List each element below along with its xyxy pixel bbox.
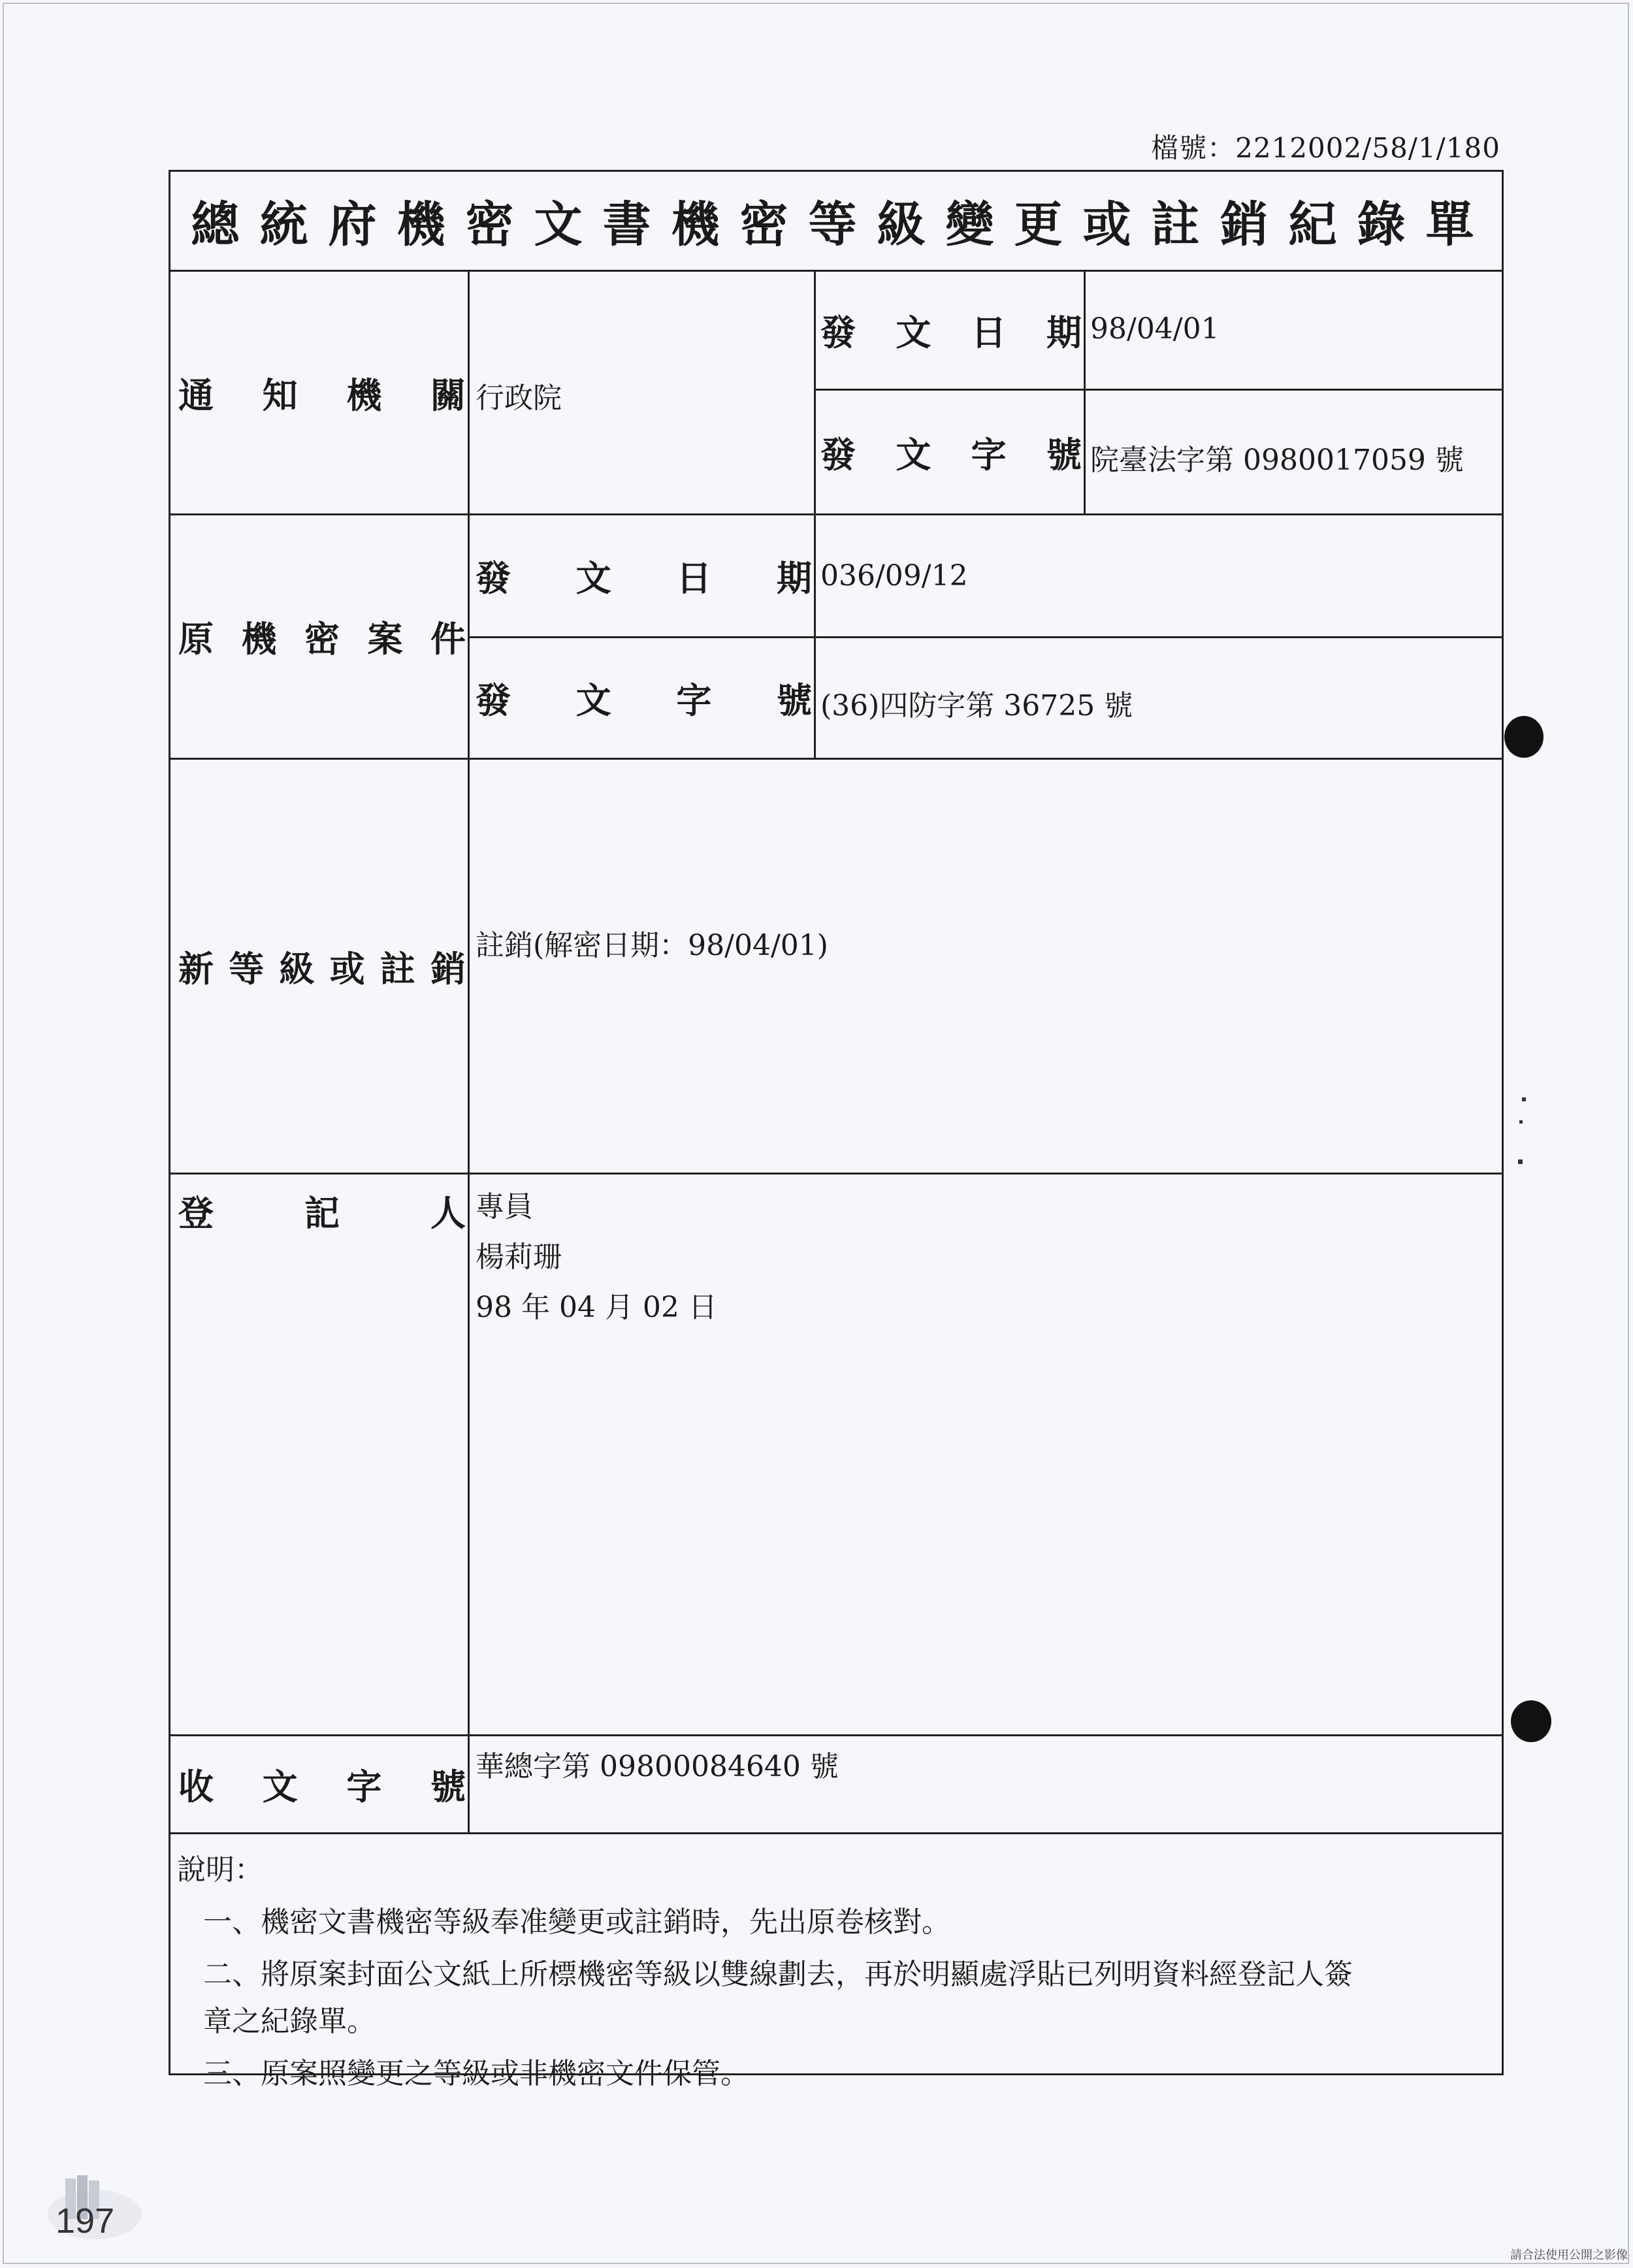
registrar-title: 專員 xyxy=(476,1190,533,1223)
label-original-issue-number: 發 文 字 號 xyxy=(476,679,812,721)
issue-number-value: 院臺法字第 0980017059 號 xyxy=(1090,444,1464,477)
label-registrar: 登 記 人 xyxy=(178,1191,466,1234)
rule xyxy=(170,1832,1502,1834)
speck xyxy=(1522,1097,1526,1101)
note-item: 一、機密文書機密等級奉准變更或註銷時，先出原卷核對。 xyxy=(203,1905,950,1939)
note-item: 二、將原案封面公文紙上所標機密等級以雙線劃去，再於明顯處浮貼已列明資料經登記人簽 xyxy=(203,1958,1353,1991)
archive-stamp-icon xyxy=(46,2149,144,2241)
speck xyxy=(1518,1159,1523,1164)
label-issue-number: 發 文 字 號 xyxy=(820,433,1082,476)
rule xyxy=(814,270,816,758)
registrar-name: 楊莉珊 xyxy=(476,1240,562,1274)
label-issue-date: 發 文 日 期 xyxy=(820,312,1082,353)
label-original-issue-date: 發 文 日 期 xyxy=(476,557,812,599)
note-item: 章之紀錄單。 xyxy=(203,2005,376,2038)
notes-heading: 說明： xyxy=(177,1853,263,1887)
stamp-digits: 197 xyxy=(56,2201,115,2241)
notifying-agency-value: 行政院 xyxy=(476,381,562,415)
punch-hole xyxy=(1511,1700,1551,1742)
rule xyxy=(170,1173,1502,1174)
file-number: 檔號：2212002/58/1/180 xyxy=(1151,132,1500,164)
receipt-number-value: 華總字第 09800084640 號 xyxy=(476,1750,839,1783)
footer-note: 請合法使用公開之影像 xyxy=(1510,2248,1628,2262)
record-form xyxy=(169,170,1504,2090)
label-original-case: 原 機 密 案 件 xyxy=(178,618,466,660)
form-title: 總統府機密文書機密等級變更或註銷紀錄單 xyxy=(191,197,1495,253)
label-new-level: 新 等 級 或 註 銷 xyxy=(178,947,466,990)
label-notifying-agency: 通 知 機 關 xyxy=(178,374,466,416)
punch-hole xyxy=(1504,716,1544,758)
new-level-value: 註銷(解密日期：98/04/01) xyxy=(476,929,828,962)
rule xyxy=(1084,270,1086,513)
speck xyxy=(1519,1120,1523,1124)
label-receipt-number: 收 文 字 號 xyxy=(178,1766,466,1807)
original-issue-number-value: (36)四防字第 36725 號 xyxy=(820,689,1133,722)
issue-date-value: 98/04/01 xyxy=(1090,312,1220,346)
registrar-date: 98 年 04 月 02 日 xyxy=(476,1291,717,1324)
note-item: 三、原案照變更之等級或非機密文件保管。 xyxy=(203,2057,749,2090)
original-issue-date-value: 036/09/12 xyxy=(820,559,968,592)
rule xyxy=(468,270,470,1832)
